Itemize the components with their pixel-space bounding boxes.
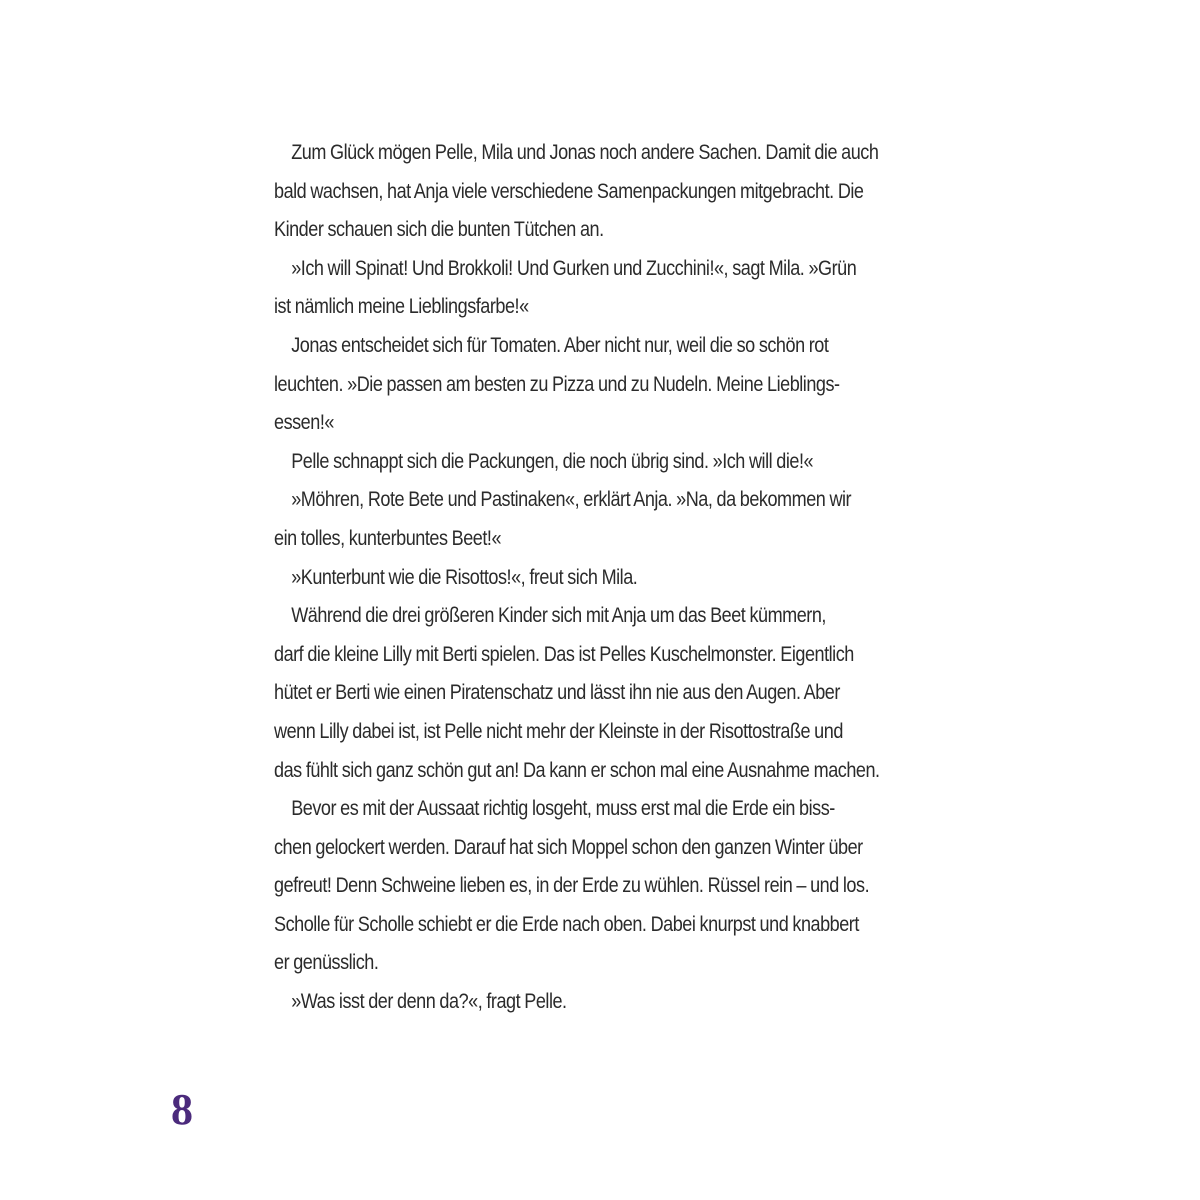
text-line: Pelle schnappt sich die Packungen, die noch übrig sind. »Ich will die!« xyxy=(291,449,814,473)
text-line: Bevor es mit der Aussaat richtig losgeht, muss erst mal die Erde ein biss- xyxy=(291,797,835,821)
text-line: bald wachsen, hat Anja viele verschiedene Samenpackungen mitgebracht. Die xyxy=(274,179,864,203)
text-line: »Ich will Spinat! Und Brokkoli! Und Gurken und Zucchini!«, sagt Mila. »Grün xyxy=(291,256,857,280)
text-line: essen!« xyxy=(274,411,334,435)
text-line: Jonas entscheidet sich für Tomaten. Aber nicht nur, weil die so schön rot xyxy=(291,333,829,357)
text-line: gefreut! Denn Schweine lieben es, in der Erde zu wühlen. Rüssel rein – und los. xyxy=(274,874,870,898)
text-line: »Was isst der denn da?«, fragt Pelle. xyxy=(291,990,567,1014)
text-line: darf die kleine Lilly mit Berti spielen. Das ist Pelles Kuschelmonster. Eigentlich xyxy=(274,642,854,666)
body-text xyxy=(274,134,934,1022)
text-line: »Kunterbunt wie die Risottos!«, freut sich Mila. xyxy=(291,565,638,589)
text-line: chen gelockert werden. Darauf hat sich Moppel schon den ganzen Winter über xyxy=(274,835,863,859)
text-line: hütet er Berti wie einen Piratenschatz und lässt ihn nie aus den Augen. Aber xyxy=(274,681,840,705)
text-line: das fühlt sich ganz schön gut an! Da kann er schon mal eine Ausnahme machen. xyxy=(274,758,880,782)
text-line: ein tolles, kunterbuntes Beet!« xyxy=(274,526,502,550)
text-line: leuchten. »Die passen am besten zu Pizza und zu Nudeln. Meine Lieblings- xyxy=(274,372,840,396)
text-line: Zum Glück mögen Pelle, Mila und Jonas noch andere Sachen. Damit die auch xyxy=(291,141,879,164)
text-line: Kinder schauen sich die bunten Tütchen an. xyxy=(274,218,604,242)
text-line: Scholle für Scholle schiebt er die Erde nach oben. Dabei knurpst und knabbert xyxy=(274,912,859,936)
text-line: Während die drei größeren Kinder sich mit Anja um das Beet kümmern, xyxy=(291,604,826,628)
page-number: 8 xyxy=(171,1085,193,1134)
text-line: er genüsslich. xyxy=(274,951,379,975)
text-line: wenn Lilly dabei ist, ist Pelle nicht mehr der Kleinste in der Risottostraße und xyxy=(274,719,843,743)
text-line: »Möhren, Rote Bete und Pastinaken«, erklärt Anja. »Na, da bekommen wir xyxy=(291,488,852,512)
text-line: ist nämlich meine Lieblingsfarbe!« xyxy=(274,295,529,319)
